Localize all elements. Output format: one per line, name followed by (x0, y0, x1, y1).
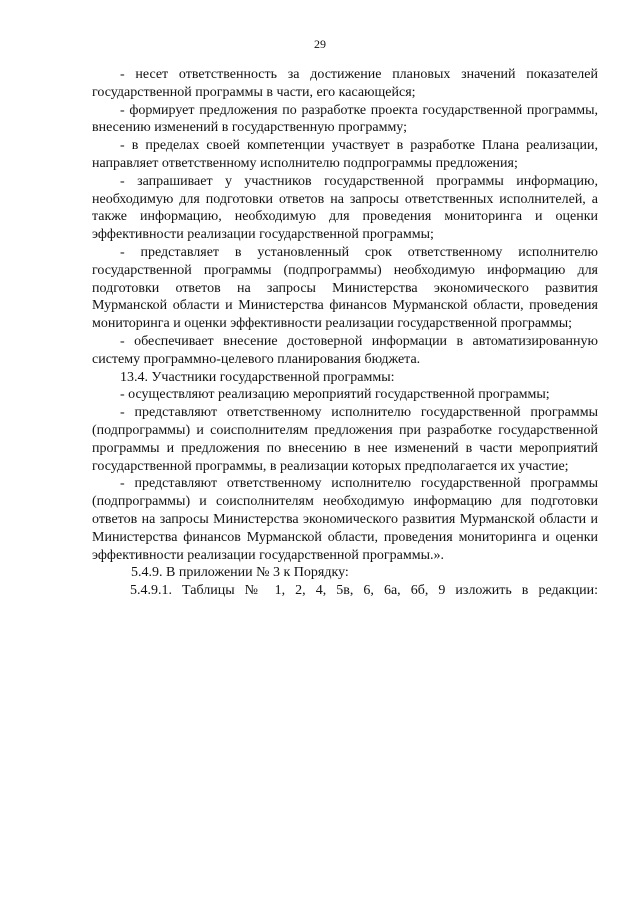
paragraph-section-13-4: 13.4. Участники государственной программы: (120, 369, 395, 385)
paragraph-automated-system: - обеспечивает внесение достоверной информации в автоматизированную систему программно-целевого планирования бюджета. (92, 333, 598, 367)
paragraph-provides-information: - представляет в установленный срок ответственному исполнителю государственной программы (подпрограммы) необходимую информацию для подготовки ответов на запросы Министерства экономического развития Мурманской области и Министерства финансов Мурманской области, проведения мониторинга и оценки эффективности реализации государственной программы; (92, 244, 598, 332)
paragraph-responsibility: - несет ответственность за достижение плановых значений показателей государственной программы в части, его касающейся; (92, 67, 598, 100)
paragraph-requests-information: - запрашивает у участников государственной программы информацию, необходимую для подготовки ответов на запросы ответственных исполнителей, а также информацию, необходимую для проведения мониторинга и оценки эффективности реализации государственной программы; (92, 173, 598, 243)
page-number: 29 (314, 37, 326, 51)
paragraph-submit-proposals: - представляют ответственному исполнителю государственной программы (подпрограммы) и соисполнителям предложения при разработке государственной программы и предложения по внесению в нее изменений в части мероприятий государственной программы, в реализации которых предполагается их участие; (92, 405, 598, 474)
paragraph-section-5-4-9: 5.4.9. В приложении № 3 к Порядку: (131, 565, 349, 581)
paragraph-section-5-4-9-1: 5.4.9.1. Таблицы № 1, 2, 4, 5в, 6, 6а, 6б, 9 изложить в редакции: (130, 583, 598, 599)
document-body (92, 66, 598, 600)
paragraph-implement-activities: - осуществляют реализацию мероприятий государственной программы; (120, 387, 550, 403)
paragraph-implementation-plan: - в пределах своей компетенции участвует в разработке Плана реализации, направляет ответственному исполнителю подпрограммы предложения; (92, 138, 598, 171)
paragraph-submit-information: - представляют ответственному исполнителю государственной программы (подпрограммы) и соисполнителям необходимую информацию для подготовки ответов на запросы Министерства экономического развития Мурманской области и Министерства финансов Мурманской области, проведения мониторинга и оценки эффективности реализации государственной программы.». (92, 476, 598, 563)
paragraph-proposals: - формирует предложения по разработке проекта государственной программы, внесению изменений в государственную программу; (92, 102, 598, 136)
